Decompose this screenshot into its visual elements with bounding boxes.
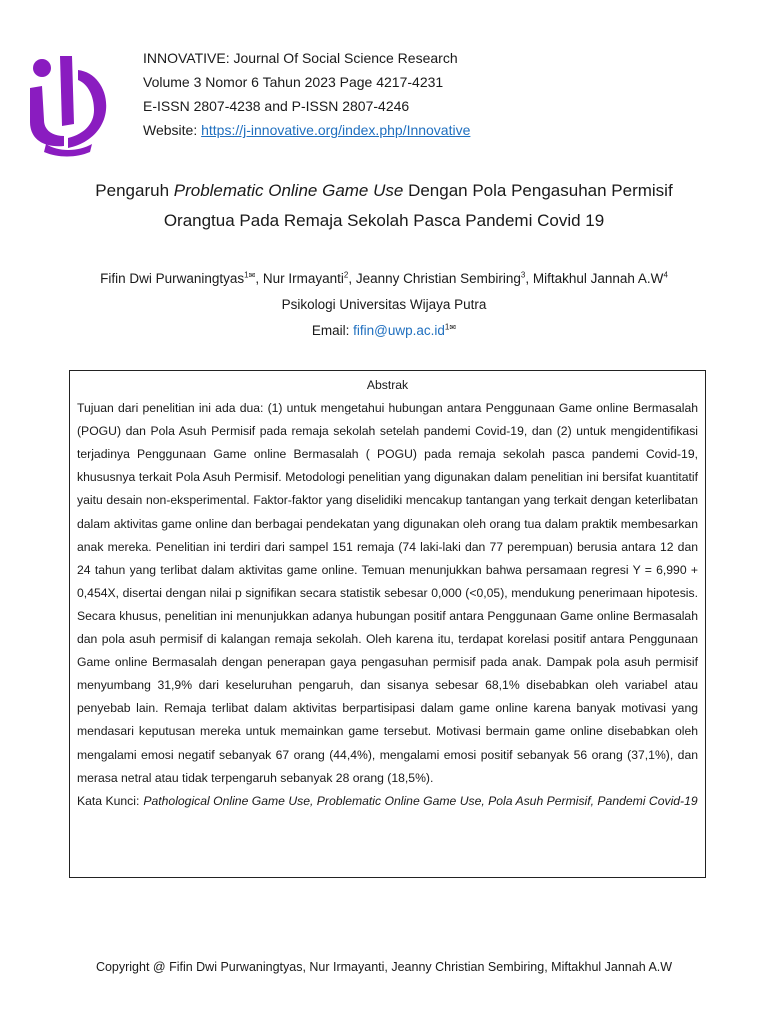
author-3-sup: 3: [520, 270, 526, 280]
title-line-1: [40, 176, 728, 206]
email-link[interactable]: fifin@uwp.ac.id: [353, 323, 445, 338]
journal-logo-icon: [22, 48, 112, 158]
journal-website: [143, 118, 470, 142]
keywords-label: Kata Kunci:: [77, 793, 140, 808]
author-1-sup: 1: [244, 270, 249, 280]
copyright-footer: Copyright @ Fifin Dwi Purwaningtyas, Nur Irmayanti, Jeanny Christian Sembiring, Miftakhul Jannah A.W: [95, 960, 673, 974]
title-text-2: Dengan Pola Pengasuhan Permisif: [403, 181, 673, 200]
journal-info: [143, 46, 470, 142]
website-label: Website:: [143, 122, 202, 138]
email-line: Email: $fifin@uwp.ac.id^1✉$: [311, 322, 457, 338]
author-block: [20, 266, 748, 344]
website-link[interactable]: https://j-innovative.org/index.php/Innovative: [201, 122, 471, 138]
abstract-body: Tujuan dari penelitian ini ada dua: (1) untuk mengetahui hubungan antara Penggunaan Game online Bermasalah (POGU) dan Pola Asuh Permisif pada remaja sekolah setelah pandemi Covid-19, dan (2) untuk mengidentifikasi terjadinya Penggunaan Game online Bermasalah ( POGU) pada remaja sekolah pasca pandemi Covid-19, khususnya terkait Pola Asuh Permisif. Metodologi penelitian yang digunakan dalam penelitian ini bersifat kuantitatif yaitu desain non-eksperimental. Faktor-faktor yang diselidiki mencakup tantangan yang terkait dengan keterlibatan dalam aktivitas game online dan berbagai pendekatan yang digunakan oleh orang tua dalam praktik membesarkan anak mereka. Penelitian ini terdiri dari sampel 151 remaja (74 laki-laki dan 77 perempuan) berusia antara 12 dan 24 tahun yang terlibat dalam aktivitas game online. Temuan menunjukkan bahwa persamaan regresi Y = 6,990 + 0,454X, disertai dengan nilai p signifikan secara statistik sebesar 0,000 (<0,05), mendukung penerimaan hipotesis. Secara khusus, penelitian ini menunjukkan adanya hubungan positif antara Penggunaan Game online Bermasalah dan pola asuh permisif di kalangan remaja sekolah. Oleh karena itu, terdapat korelasi positif antara Penggunaan Game online Bermasalah dengan penerapan gaya pengasuhan permisif pada anak. Dampak pola asuh permisif menyumbang 31,9% dari keseluruhan pengaruh, dan sisanya sebesar 68,1% disebabkan oleh variabel atau penyebab lain. Remaja terlibat dalam aktivitas berpartisipasi dalam game online karena banyak motivasi yang mendasari keputusan mereka untuk memainkan game tersebut. Motivasi bermain game online disebabkan oleh mengalami emosi negatif sebanyak 67 orang (44,4%), mengalami emosi positif sebanyak 56 orang (37,1%), dan merasa netral atau tidak terpengaruh sebanyak 28 orang (18,5%).: [77, 401, 698, 785]
paper-title: [40, 176, 728, 236]
author-3: , Jeanny Christian Sembiring: [348, 271, 521, 286]
author-2-sup: 2: [343, 270, 349, 280]
author-4-sup: 4: [663, 270, 668, 280]
abstract-box: [69, 370, 706, 878]
email-label: Email:: [311, 323, 354, 338]
abstract-heading: Abstrak: [366, 378, 409, 392]
author-2: , Nur Irmayanti: [255, 271, 344, 286]
journal-volume: Volume 3 Nomor 6 Tahun 2023 Page 4217-4231: [143, 74, 444, 90]
keywords-text: Pathological Online Game Use, Problematic Online Game Use, Pola Asuh Permisif, Pandemi Covid-19: [143, 793, 698, 808]
author-4: , Miftakhul Jannah A.W: [525, 271, 664, 286]
author-1: Fifin Dwi Purwaningtyas: [100, 271, 245, 286]
journal-name: INNOVATIVE: Journal Of Social Science Research: [143, 50, 458, 66]
title-italic: Problematic Online Game Use: [173, 181, 404, 200]
affiliation: Psikologi Universitas Wijaya Putra: [281, 297, 487, 312]
author-list: Fifin Dwi Purwaningtyas$^1$✉, Nur Irmayanti$^2$, Jeanny Christian Sembiring$^3$, Miftakhul Jannah $A.W^4$: [100, 270, 668, 286]
title-line-2: Orangtua Pada Remaja Sekolah Pasca Pandemi Covid 19: [163, 211, 605, 230]
title-text-1: Pengaruh: [95, 181, 174, 200]
email-sup: 1: [444, 322, 450, 332]
journal-issn: E-ISSN 2807-4238 and P-ISSN 2807-4246: [143, 98, 410, 114]
keywords: [77, 790, 698, 813]
